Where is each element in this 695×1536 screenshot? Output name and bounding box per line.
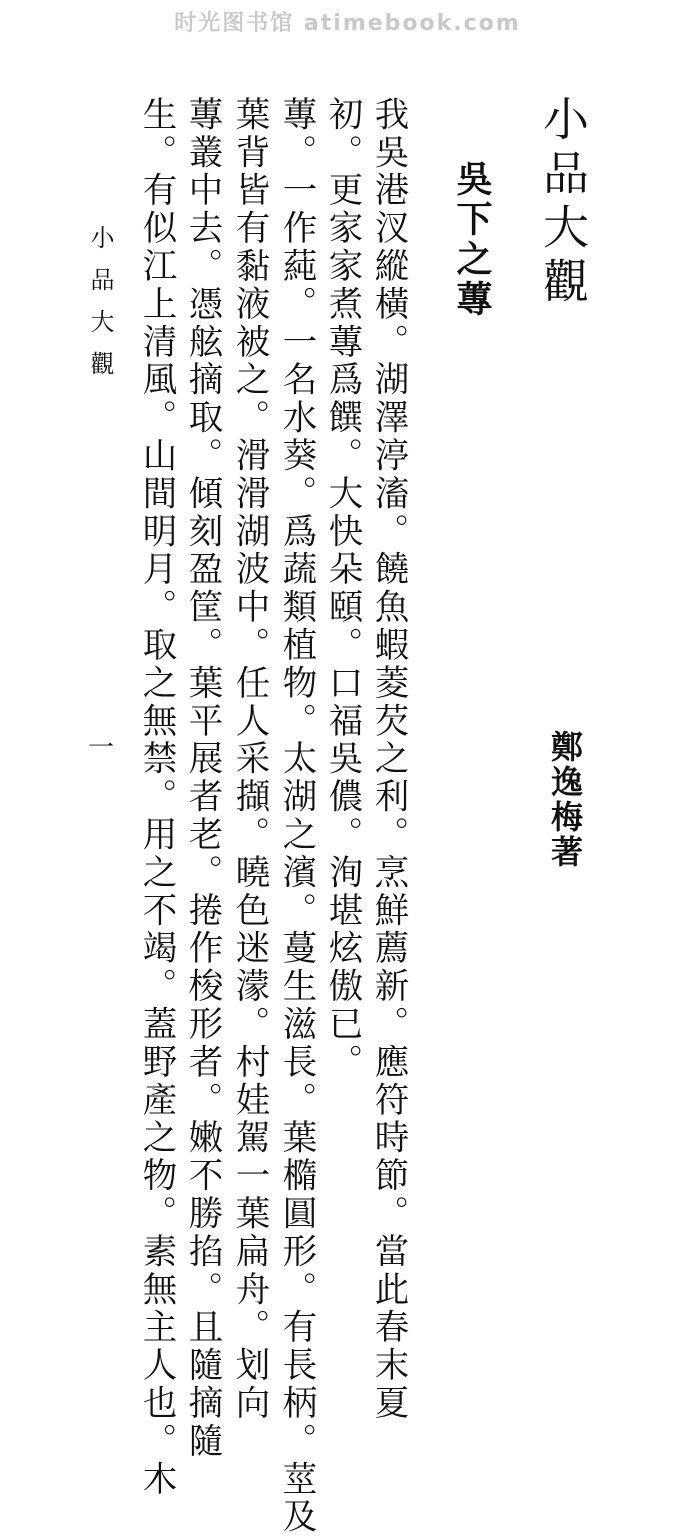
page-number: 一	[88, 733, 115, 763]
chapter-title: 吳下之蓴	[451, 160, 493, 320]
author-byline: 鄭逸梅著	[546, 730, 584, 870]
book-title: 小品大觀	[536, 95, 590, 311]
body-column: 葉背皆有黏液被之。滑滑湖波中。任人采擷。曉色迷濛。村娃駕一葉扁舟。划向	[229, 96, 269, 1423]
running-head: 小品大觀	[86, 225, 114, 393]
body-column: 蓴。一作蒓。一名水葵。爲蔬類植物。太湖之濱。蔓生滋長。葉橢圓形。有長柄。莖及	[276, 96, 316, 1536]
body-column: 初。更家家煮蓴爲饌。大快朵頤。口福吳儂。洵堪炫傲已。	[322, 96, 362, 1082]
body-column: 蓴叢中去。憑舷摘取。傾刻盈筐。葉平展者老。捲作梭形者。嫩不勝掐。且隨摘隨	[182, 96, 222, 1461]
watermark-text: 时光图书馆 atimebook.com	[174, 11, 521, 36]
body-column: 生。有似江上清風。山間明月。取之無禁。用之不竭。蓋野產之物。素無主人也。木	[136, 96, 176, 1499]
body-column: 我吳港汊縱橫。湖澤渟滀。饒魚蝦菱芡之利。烹鮮薦新。應符時節。當此春末夏	[368, 96, 408, 1423]
